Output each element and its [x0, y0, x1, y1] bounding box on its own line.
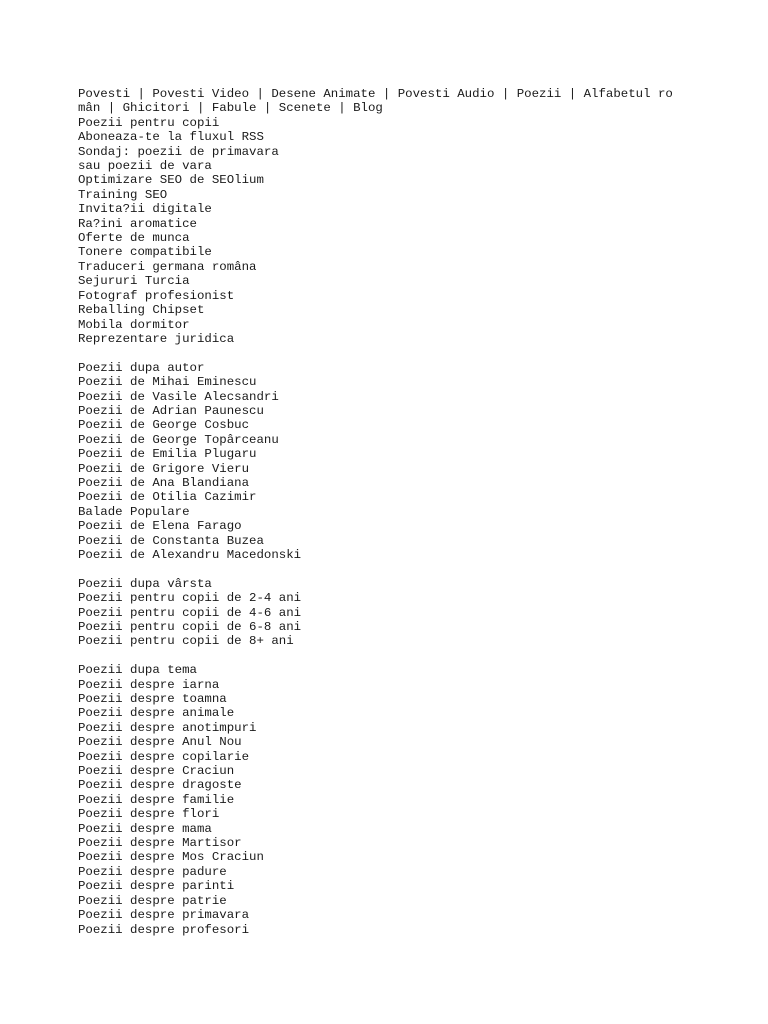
link-item[interactable]: Fotograf profesionist — [78, 288, 235, 303]
spacer — [78, 346, 698, 360]
author-link[interactable]: Poezii de Adrian Paunescu — [78, 403, 264, 418]
author-link[interactable]: Poezii de Ana Blandiana — [78, 475, 250, 490]
document-page — [78, 87, 698, 937]
theme-link[interactable]: Poezii despre toamna — [78, 692, 227, 707]
link-item[interactable]: Aboneaza-te la fluxul RSS — [78, 130, 264, 145]
age-link[interactable]: Poezii pentru copii de 8+ ani — [78, 634, 294, 649]
link-item[interactable]: Traduceri germana româna — [78, 259, 257, 274]
link-item[interactable]: sau poezii de vara — [78, 159, 212, 174]
theme-link[interactable]: Poezii despre Mos Craciun — [78, 850, 264, 865]
section-heading[interactable]: Poezii dupa tema — [78, 663, 197, 678]
theme-link[interactable]: Poezii despre iarna — [78, 677, 220, 692]
link-item[interactable]: Oferte de munca — [78, 231, 190, 246]
theme-link[interactable]: Poezii despre copilarie — [78, 749, 250, 764]
links-list — [78, 116, 698, 347]
link-item[interactable]: Ra?ini aromatice — [78, 216, 197, 231]
author-link[interactable]: Poezii de Elena Farago — [78, 519, 242, 534]
author-link[interactable]: Poezii de Alexandru Macedonski — [78, 547, 302, 562]
theme-link[interactable]: Poezii despre familie — [78, 792, 235, 807]
link-item[interactable]: Reprezentare juridica — [78, 331, 235, 346]
author-link[interactable]: Poezii de Otilia Cazimir — [78, 490, 257, 505]
theme-link[interactable]: Poezii despre primavara — [78, 908, 250, 923]
nav-line[interactable]: mân | Ghicitori | Fabule | Scenete | Blog — [78, 101, 383, 116]
by-age-section — [78, 577, 698, 649]
theme-link[interactable]: Poezii despre profesori — [78, 922, 250, 937]
author-link[interactable]: Balade Populare — [78, 504, 190, 519]
age-link[interactable]: Poezii pentru copii de 6-8 ani — [78, 620, 302, 634]
section-heading[interactable]: Poezii dupa vârsta — [78, 576, 212, 591]
top-navigation — [78, 87, 698, 116]
theme-link[interactable]: Poezii despre Craciun — [78, 764, 235, 779]
link-item[interactable]: Reballing Chipset — [78, 303, 205, 318]
author-link[interactable]: Poezii de Grigore Vieru — [78, 461, 250, 476]
theme-link[interactable]: Poezii despre Martisor — [78, 836, 242, 851]
theme-link[interactable]: Poezii despre flori — [78, 807, 220, 822]
link-item[interactable]: Training SEO — [78, 187, 168, 202]
section-heading[interactable]: Poezii dupa autor — [78, 360, 205, 375]
theme-link[interactable]: Poezii despre dragoste — [78, 778, 242, 793]
spacer — [78, 562, 698, 576]
author-link[interactable]: Poezii de George Cosbuc — [78, 418, 250, 433]
theme-link[interactable]: Poezii despre patrie — [78, 893, 227, 908]
link-item[interactable]: Tonere compatibile — [78, 245, 212, 260]
theme-link[interactable]: Poezii despre parinti — [78, 879, 235, 894]
theme-link[interactable]: Poezii despre anotimpuri — [78, 720, 257, 735]
author-link[interactable]: Poezii de Vasile Alecsandri — [78, 389, 279, 404]
theme-link[interactable]: Poezii despre mama — [78, 821, 212, 836]
link-item[interactable]: Mobila dormitor — [78, 317, 190, 332]
author-link[interactable]: Poezii de Emilia Plugaru — [78, 447, 257, 462]
link-item[interactable]: Invita?ii digitale — [78, 202, 212, 217]
by-theme-section — [78, 663, 698, 937]
link-item[interactable]: Optimizare SEO de SEOlium — [78, 173, 264, 188]
theme-link[interactable]: Poezii despre padure — [78, 864, 227, 879]
nav-line[interactable]: Povesti | Povesti Video | Desene Animate | Povesti Audio | Poezii | Alfabetul ro — [78, 87, 673, 101]
author-link[interactable]: Poezii de George Topârceanu — [78, 432, 279, 447]
theme-link[interactable]: Poezii despre Anul Nou — [78, 735, 242, 750]
spacer — [78, 649, 698, 663]
by-author-section — [78, 361, 698, 563]
link-item[interactable]: Sejururi Turcia — [78, 274, 190, 289]
theme-link[interactable]: Poezii despre animale — [78, 706, 235, 721]
age-link[interactable]: Poezii pentru copii de 4-6 ani — [78, 605, 302, 620]
link-item[interactable]: Poezii pentru copii — [78, 115, 220, 130]
author-link[interactable]: Poezii de Mihai Eminescu — [78, 375, 257, 390]
age-link[interactable]: Poezii pentru copii de 2-4 ani — [78, 591, 302, 606]
author-link[interactable]: Poezii de Constanta Buzea — [78, 533, 264, 548]
link-item[interactable]: Sondaj: poezii de primavara — [78, 144, 279, 159]
